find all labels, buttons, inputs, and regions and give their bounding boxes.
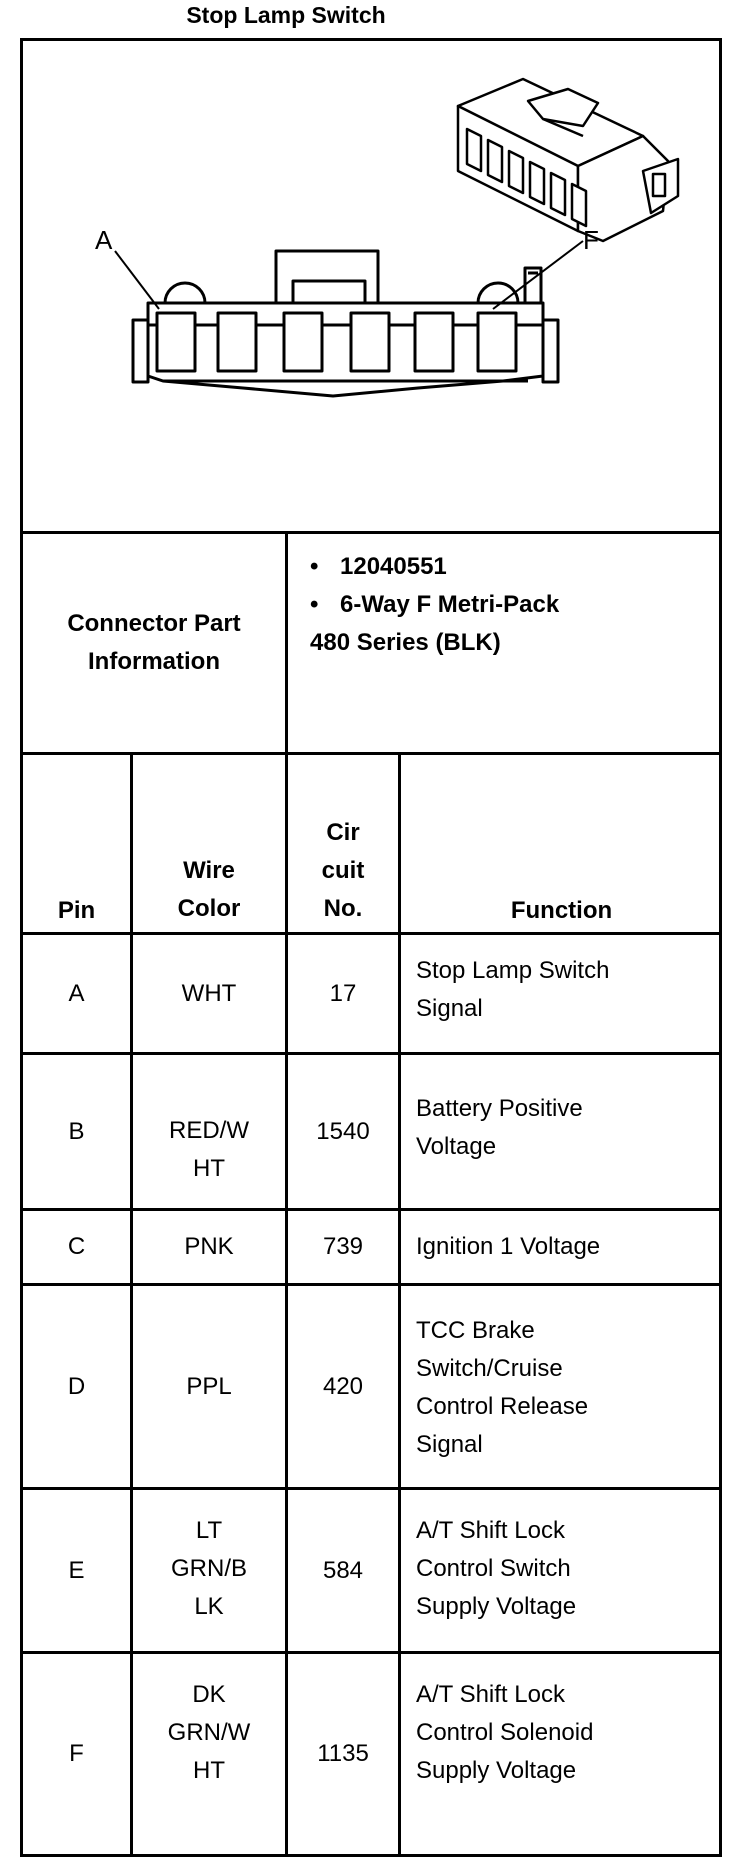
pin-cell: A xyxy=(68,979,85,1007)
wire-color-cell: RED/W HT xyxy=(169,1117,249,1182)
connector-diagram xyxy=(23,41,719,531)
function-cell: A/T Shift Lock Control Solenoid Supply Voltage xyxy=(416,1681,594,1784)
function-cell: Stop Lamp Switch Signal xyxy=(416,957,610,1022)
part-number: • 12040551 xyxy=(300,548,710,586)
pin-cell: B xyxy=(68,1117,85,1145)
connector-front-icon xyxy=(133,251,558,396)
connector-type: • 6-Way F Metri-Pack xyxy=(300,586,710,624)
part-info-details xyxy=(300,548,710,662)
circuit-cell: 584 xyxy=(322,1556,364,1584)
circuit-cell: 420 xyxy=(322,1372,364,1400)
label-f: F xyxy=(583,225,599,255)
wire-color-cell: DK GRN/W HT xyxy=(167,1681,251,1784)
connector-3d-icon xyxy=(458,79,678,241)
wire-color-cell: LT GRN/B LK xyxy=(170,1517,247,1620)
header-circuit: Cir cuit No. xyxy=(321,819,365,922)
header-function: Function xyxy=(510,897,613,924)
circuit-cell: 739 xyxy=(322,1233,364,1260)
divider xyxy=(20,752,722,755)
page-title: Stop Lamp Switch xyxy=(186,2,386,28)
wire-color-cell: PNK xyxy=(184,1233,234,1260)
wire-color-cell: WHT xyxy=(181,979,237,1007)
pin-cell: F xyxy=(69,1740,84,1767)
wire-color-cell: PPL xyxy=(186,1372,232,1400)
circuit-cell: 1540 xyxy=(316,1117,370,1145)
function-cell: A/T Shift Lock Control Switch Supply Voltage xyxy=(416,1517,577,1620)
divider xyxy=(20,1854,722,1857)
function-cell: TCC Brake Switch/Cruise Control Release Signal xyxy=(416,1317,589,1458)
pin-cell: C xyxy=(67,1233,86,1260)
connector-series: 480 Series (BLK) xyxy=(310,629,501,656)
header-pin: Pin xyxy=(57,897,96,924)
circuit-cell: 17 xyxy=(329,979,357,1007)
function-cell: Ignition 1 Voltage xyxy=(416,1233,601,1260)
part-info-label: Connector Part Information xyxy=(67,610,241,675)
pin-cell: E xyxy=(68,1556,85,1584)
header-wire-color: Wire Color xyxy=(177,857,241,922)
function-cell: Battery Positive Voltage xyxy=(416,1095,583,1160)
pin-cell: D xyxy=(67,1372,86,1400)
circuit-cell: 1135 xyxy=(317,1740,369,1767)
label-a: A xyxy=(95,225,113,255)
